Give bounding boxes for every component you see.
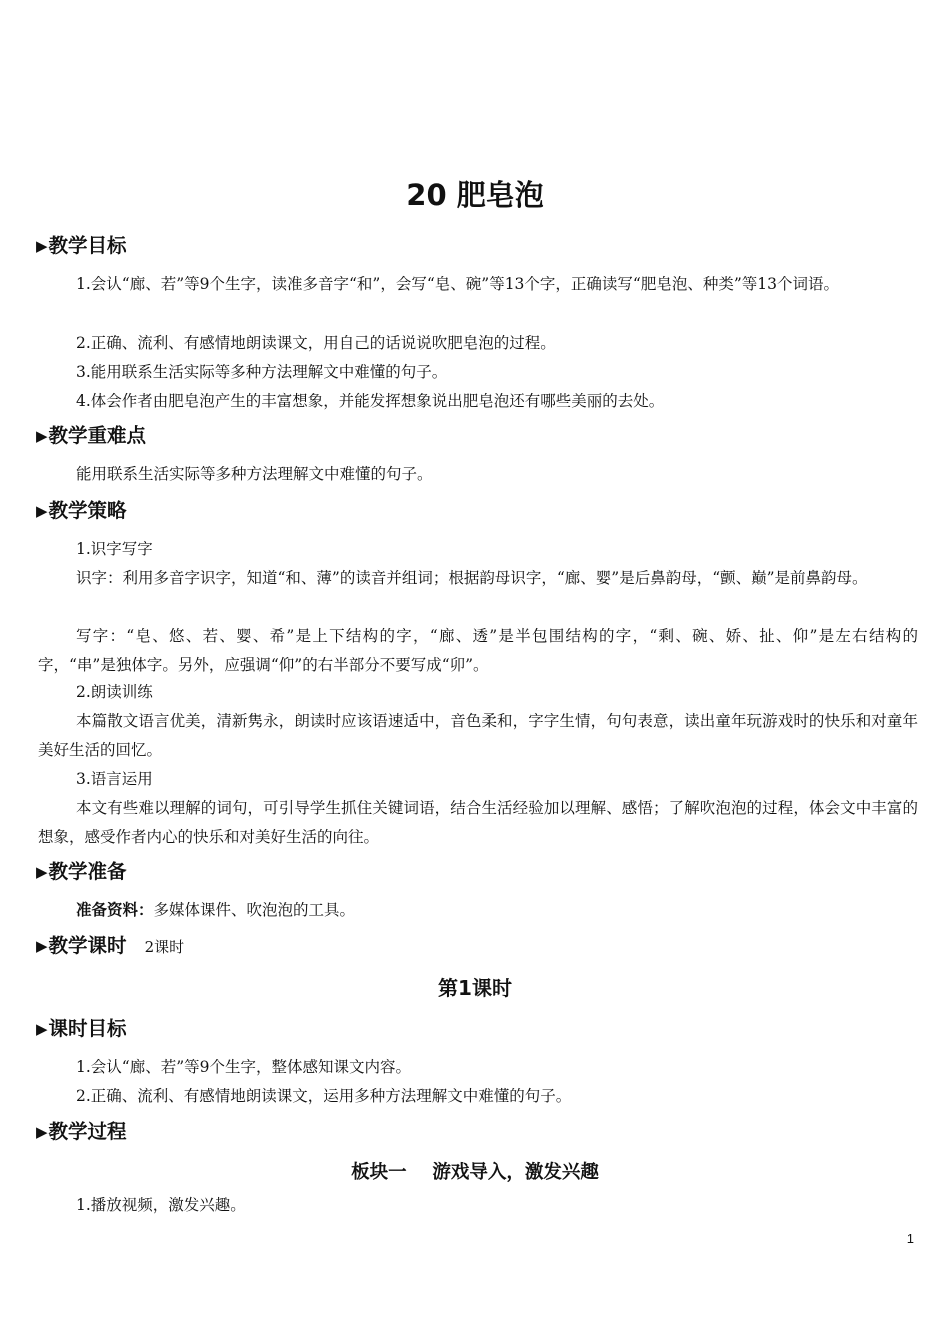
triangle-bullet-icon: ▶ — [36, 1123, 48, 1141]
section-heading-lesson-goals — [36, 1014, 127, 1044]
page-number: 1 — [906, 1231, 914, 1246]
heading-text: 教学重难点 — [48, 424, 147, 447]
preparation-value: 多媒体课件、吹泡泡的工具。 — [153, 901, 356, 919]
strategy-item-3: 写字：“皂、悠、若、婴、希”是上下结构的字，“廊、透”是半包围结构的字，“剩、碗、娇、扯、仰”是左右结构的字，“串”是独体字。另外，应强调“仰”的右半部分不要写成“卯”。 — [38, 627, 918, 674]
lesson-goal-1: 1.会认“廊、若”等9个生字，整体感知课文内容。 — [76, 1058, 411, 1076]
goal-item-1: 1.会认“廊、若”等9个生字，读准多音字“和”，会写“皂、碗”等13个字，正确读写“肥皂泡、种类”等13个词语。 — [76, 275, 839, 293]
triangle-bullet-icon: ▶ — [36, 937, 48, 955]
heading-text: 教学课时 — [48, 934, 127, 957]
section-heading-strategy — [36, 496, 127, 526]
heading-text: 教学过程 — [48, 1120, 127, 1143]
lesson-goal-2: 2.正确、流利、有感情地朗读课文，运用多种方法理解文中难懂的句子。 — [76, 1087, 572, 1105]
heading-text: 教学策略 — [48, 499, 127, 522]
block-title: 板块一 游戏导入，激发兴趣 — [351, 1162, 599, 1183]
lesson-title: 第1课时 — [438, 976, 512, 1000]
triangle-bullet-icon: ▶ — [36, 427, 48, 445]
section-heading-goals — [36, 231, 127, 261]
triangle-bullet-icon: ▶ — [36, 863, 48, 881]
goal-item-3: 3.能用联系生活实际等多种方法理解文中难懂的句子。 — [76, 363, 448, 381]
key-points-text: 能用联系生活实际等多种方法理解文中难懂的句子。 — [76, 465, 433, 483]
strategy-item-5: 本篇散文语言优美，清新隽永，朗读时应该语速适中，音色柔和，字字生情，句句表意，读出童年玩游戏时的快乐和对童年美好生活的回忆。 — [38, 712, 918, 759]
section-heading-preparation — [36, 857, 127, 887]
preparation-text — [38, 896, 918, 925]
section-heading-key-points — [36, 421, 146, 451]
triangle-bullet-icon: ▶ — [36, 502, 48, 520]
heading-text: 课时目标 — [48, 1017, 127, 1040]
triangle-bullet-icon: ▶ — [36, 237, 48, 255]
strategy-item-7: 本文有些难以理解的词句，可引导学生抓住关键词语，结合生活经验加以理解、感悟；了解吹泡泡的过程，体会文中丰富的想象，感受作者内心的快乐和对美好生活的向往。 — [38, 799, 918, 846]
section-heading-hours — [36, 931, 184, 962]
strategy-item-6: 3.语言运用 — [76, 770, 153, 788]
goal-item-2: 2.正确、流利、有感情地朗读课文，用自己的话说说吹肥皂泡的过程。 — [76, 334, 556, 352]
heading-text: 教学准备 — [48, 860, 127, 883]
document-title: 20 肥皂泡 — [406, 178, 544, 212]
process-step-1: 1.播放视频，激发兴趣。 — [76, 1196, 246, 1214]
section-heading-process — [36, 1117, 127, 1147]
strategy-item-1: 1.识字写字 — [76, 540, 153, 558]
strategy-item-2: 识字：利用多音字识字，知道“和、薄”的读音并组词；根据韵母识字，“廊、婴”是后鼻韵母，“颤、巅”是前鼻韵母。 — [76, 569, 868, 587]
goal-item-4: 4.体会作者由肥皂泡产生的丰富想象，并能发挥想象说出肥皂泡还有哪些美丽的去处。 — [76, 392, 665, 410]
preparation-label: 准备资料： — [76, 901, 154, 919]
triangle-bullet-icon: ▶ — [36, 1020, 48, 1038]
heading-text: 教学目标 — [48, 234, 127, 257]
hours-value: 2课时 — [144, 938, 185, 956]
strategy-item-4: 2.朗读训练 — [76, 683, 153, 701]
